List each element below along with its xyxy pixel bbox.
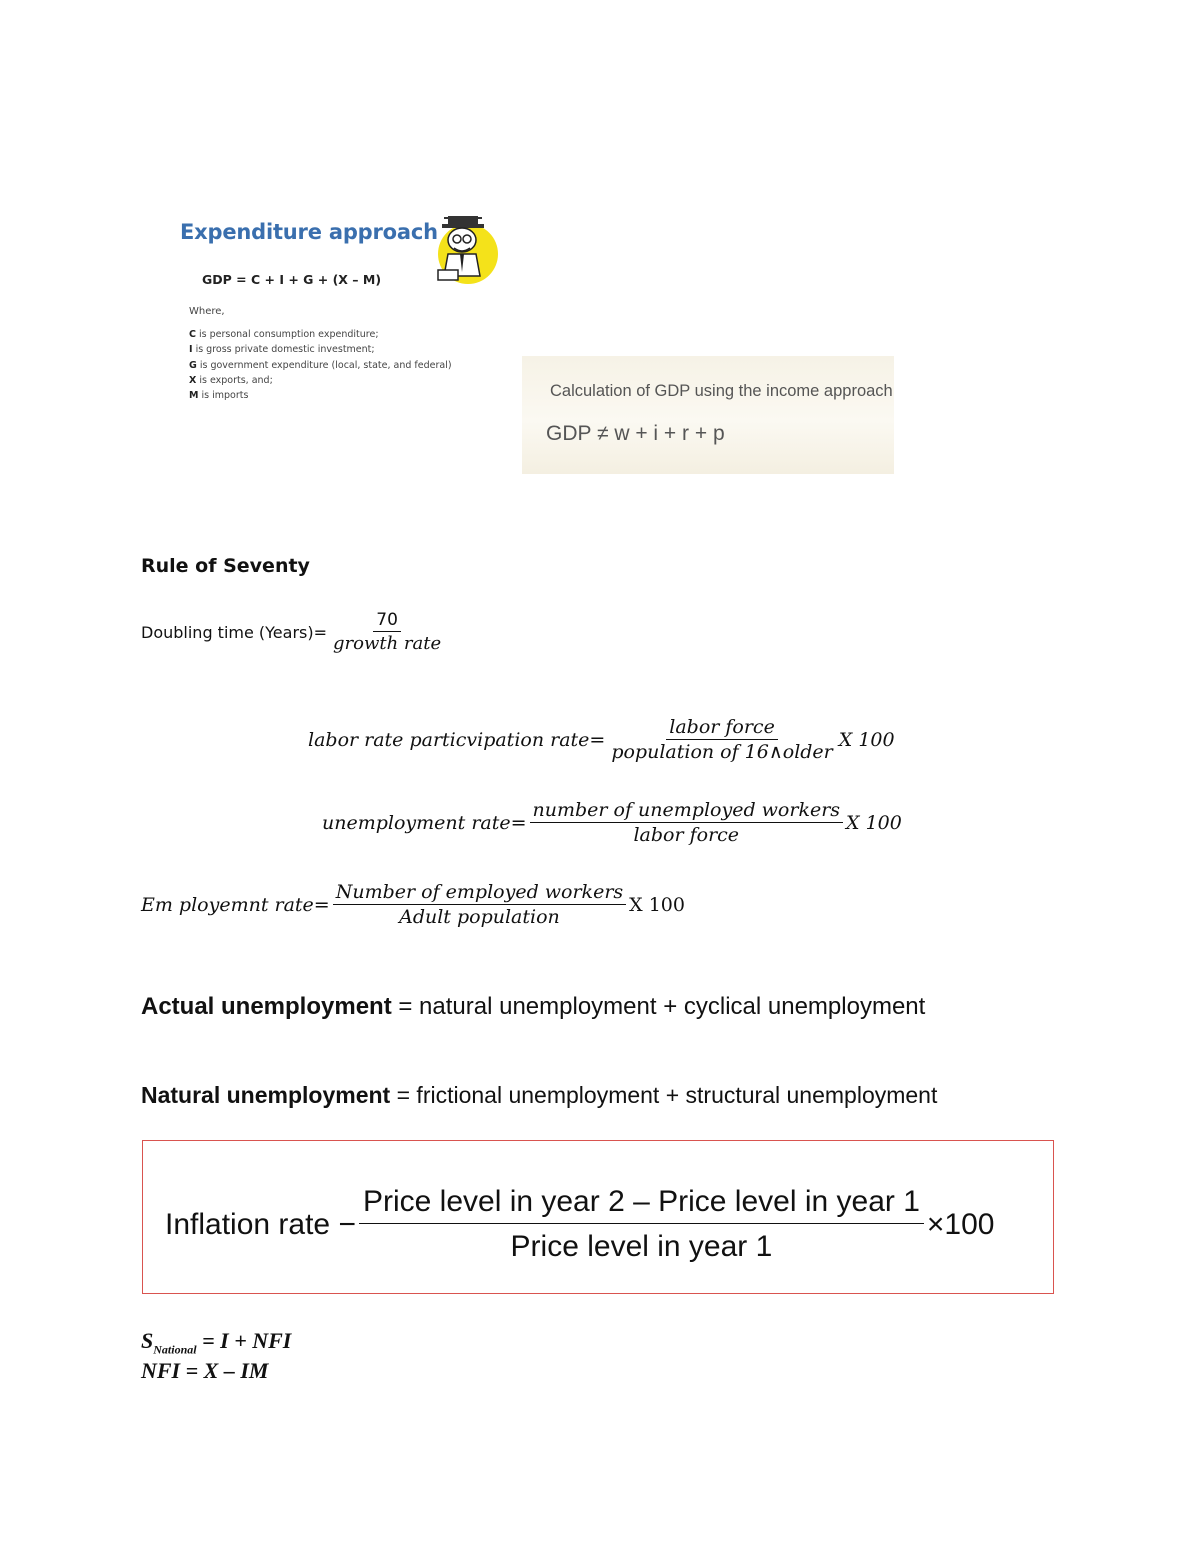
natural-unemployment-equation (141, 1082, 937, 1109)
where-label: Where, (189, 306, 225, 317)
unemployment-denominator: labor force (633, 824, 740, 846)
actual-rest: = natural unemployment + cyclical unemployment (391, 993, 926, 1020)
inflation-denominator: Price level in year 1 (510, 1230, 773, 1263)
list-item: G is government expenditure (local, state, and federal) (189, 359, 452, 371)
natural-rest: = frictional unemployment + structural unemployment (390, 1082, 938, 1108)
unemployment-numerator: number of unemployed workers (530, 799, 844, 823)
labor-suffix: X 100 (838, 728, 895, 751)
doubling-time-equation (141, 610, 447, 654)
doubling-numerator: 70 (373, 610, 401, 632)
employment-denominator: Adult population (399, 906, 560, 928)
national-savings-equation (141, 1328, 291, 1357)
professor-mascot-icon (424, 210, 504, 290)
inflation-numerator: Price level in year 2 – Price level in year 1 (359, 1185, 924, 1224)
list-item: M is imports (189, 390, 249, 402)
expenditure-definitions (189, 327, 452, 403)
list-item: X is exports, and; (189, 374, 273, 386)
employment-suffix: X 100 (629, 893, 685, 916)
labor-fraction (608, 716, 835, 763)
employment-lhs: Em ployemnt rate= (141, 893, 330, 916)
inflation-lhs: Inflation rate − (165, 1207, 356, 1241)
income-formula: GDP ≠ w + i + r + p (546, 422, 725, 445)
inflation-suffix: ×100 (926, 1207, 995, 1241)
savings-subscript: National (153, 1342, 197, 1357)
unemployment-rate-equation (322, 799, 902, 846)
actual-term: Actual unemployment (141, 993, 392, 1020)
employment-rate-equation (141, 881, 685, 928)
actual-unemployment-equation (141, 993, 925, 1021)
inflation-rate-box (142, 1140, 1054, 1294)
labor-denominator: population of 16∧older (611, 741, 833, 763)
inflation-equation (165, 1185, 994, 1264)
expenditure-approach-image (172, 206, 512, 406)
unemployment-suffix: X 100 (846, 811, 902, 834)
doubling-lhs: Doubling time (Years)= (141, 622, 328, 642)
labor-lhs: labor rate particvipation rate= (308, 728, 606, 751)
inflation-fraction (359, 1185, 924, 1264)
expenditure-title: Expenditure approach (180, 220, 438, 244)
list-item: I is gross private domestic investment; (189, 344, 375, 356)
nfi-equation: NFI = X – IM (141, 1358, 269, 1383)
savings-rest: = I + NFI (196, 1328, 292, 1353)
unemployment-lhs: unemployment rate= (322, 811, 527, 834)
employment-numerator: Number of employed workers (333, 881, 626, 905)
savings-symbol: S (141, 1328, 154, 1353)
doubling-fraction (330, 610, 444, 654)
labor-participation-equation (308, 716, 895, 763)
rule-of-seventy-heading: Rule of Seventy (141, 555, 310, 577)
employment-fraction (333, 881, 626, 928)
income-title: Calculation of GDP using the income approach (550, 382, 893, 400)
unemployment-fraction (530, 799, 844, 846)
list-item: C is personal consumption expenditure; (189, 329, 379, 340)
doubling-denominator: growth rate (333, 633, 442, 654)
natural-term: Natural unemployment (141, 1082, 391, 1108)
labor-numerator: labor force (666, 716, 778, 740)
income-approach-image (522, 356, 894, 474)
expenditure-formula: GDP = C + I + G + (X – M) (202, 272, 382, 287)
